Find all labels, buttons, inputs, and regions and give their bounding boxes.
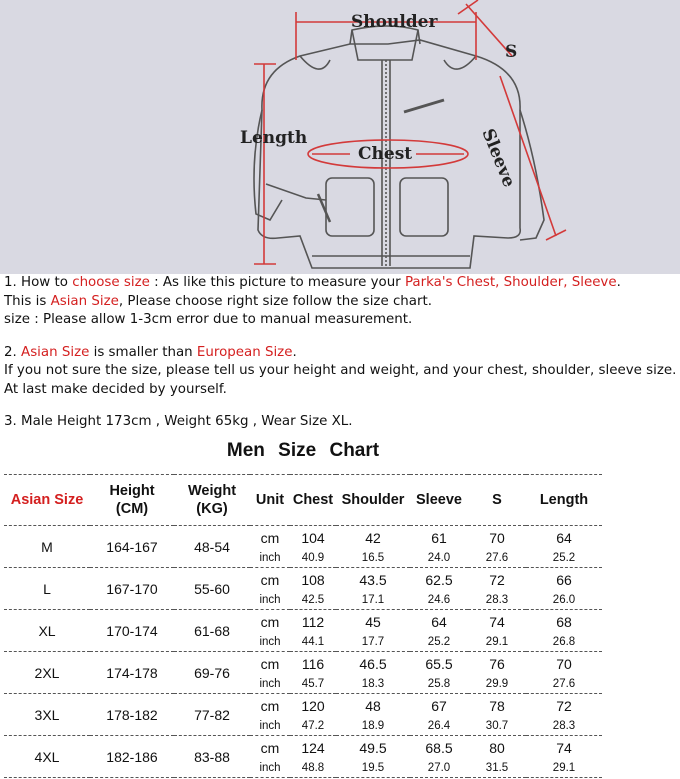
cell-inch-unit: inch (250, 759, 290, 778)
length-label: Length (240, 128, 308, 148)
note-line-7: 3. Male Height 173cm , Weight 65kg , Wear Size XL. (4, 414, 353, 429)
cell-cm-chest: 116 (301, 655, 325, 672)
cell-cm-length: 74 (556, 739, 572, 756)
header-weight: Weight (KG) (174, 475, 250, 526)
table-header-row (4, 475, 602, 526)
cell-inch-chest: 47.2 (290, 717, 336, 736)
cell-inch-s: 28.3 (468, 591, 526, 610)
header-shoulder: Shoulder (336, 475, 410, 526)
cell-cm-s: 72 (489, 571, 505, 588)
cell-cm-length: 66 (556, 571, 572, 588)
cell-cm-chest: 108 (301, 571, 325, 588)
cell-cm-s: 74 (489, 613, 505, 630)
cell-inch-unit: inch (250, 549, 290, 568)
cell-inch-length: 26.8 (526, 633, 602, 652)
cell-size: XL (4, 610, 90, 652)
chest-label: Chest (358, 144, 413, 164)
note-line-4: 2. Asian Size is smaller than European Size. (4, 344, 297, 360)
cell-weight: 55-60 (174, 568, 250, 610)
table-row-cm (4, 610, 602, 634)
jacket-illustration (0, 0, 680, 274)
note-line-1: 1. How to choose size : As like this picture to measure your Parka's Chest, Shoulder, Sleeve. (4, 275, 621, 290)
cell-size: M (4, 526, 90, 568)
cell-inch-chest: 42.5 (290, 591, 336, 610)
cell-inch-length: 27.6 (526, 675, 602, 694)
table-row-cm (4, 736, 602, 760)
cell-cm-unit: cm (260, 613, 280, 630)
cell-inch-s: 30.7 (468, 717, 526, 736)
header-unit: Unit (250, 475, 290, 526)
cell-inch-length: 28.3 (526, 717, 602, 736)
cell-inch-shoulder: 17.1 (336, 591, 410, 610)
cell-height: 170-174 (90, 610, 174, 652)
cell-height: 174-178 (90, 652, 174, 694)
cell-cm-sleeve: 64 (431, 613, 447, 630)
header-asian-size: Asian Size (4, 475, 90, 526)
cell-inch-sleeve: 26.4 (410, 717, 468, 736)
cell-inch-chest: 45.7 (290, 675, 336, 694)
note-line-3: size : Please allow 1-3cm error due to manual measurement. (4, 312, 413, 327)
cell-cm-unit: cm (260, 655, 280, 672)
cell-inch-unit: inch (250, 675, 290, 694)
header-s: S (468, 475, 526, 526)
s-label: S (505, 42, 518, 62)
cell-cm-length: 72 (556, 697, 572, 714)
header-height: Height (CM) (90, 475, 174, 526)
cell-cm-shoulder: 42 (365, 529, 381, 546)
cell-inch-shoulder: 18.3 (336, 675, 410, 694)
cell-inch-length: 26.0 (526, 591, 602, 610)
header-chest: Chest (290, 475, 336, 526)
cell-cm-s: 76 (489, 655, 505, 672)
cell-cm-sleeve: 65.5 (425, 655, 453, 672)
header-sleeve: Sleeve (410, 475, 468, 526)
cell-cm-chest: 124 (301, 739, 325, 756)
cell-weight: 83-88 (174, 736, 250, 778)
cell-inch-chest: 44.1 (290, 633, 336, 652)
cell-inch-length: 29.1 (526, 759, 602, 778)
size-chart-title: Men Size Chart (226, 440, 380, 461)
note-line-6: At last make decided by yourself. (4, 381, 227, 397)
cell-inch-s: 29.1 (468, 633, 526, 652)
table-row-cm (4, 526, 602, 550)
note-line-5: If you not sure the size, please tell us your height and weight, and your chest, shoulder, sleeve size. (4, 363, 677, 378)
cell-cm-sleeve: 61 (431, 529, 447, 546)
cell-inch-chest: 48.8 (290, 759, 336, 778)
header-length: Length (526, 475, 602, 526)
cell-cm-shoulder: 48 (365, 697, 381, 714)
jacket-measurement-diagram (0, 0, 680, 274)
cell-size: L (4, 568, 90, 610)
cell-size: 3XL (4, 694, 90, 736)
cell-height: 182-186 (90, 736, 174, 778)
cell-cm-unit: cm (260, 697, 280, 714)
note-line-2: This is Asian Size, Please choose right size follow the size chart. (4, 293, 433, 309)
table-row-cm (4, 694, 602, 718)
cell-weight: 69-76 (174, 652, 250, 694)
cell-inch-unit: inch (250, 633, 290, 652)
cell-cm-sleeve: 67 (431, 697, 447, 714)
cell-height: 167-170 (90, 568, 174, 610)
cell-inch-s: 27.6 (468, 549, 526, 568)
size-chart-table (4, 474, 602, 778)
cell-cm-s: 80 (489, 739, 505, 756)
table-row-cm (4, 568, 602, 592)
cell-cm-s: 70 (489, 529, 505, 546)
cell-cm-chest: 104 (301, 529, 325, 546)
cell-cm-unit: cm (260, 739, 280, 756)
table-row-cm (4, 652, 602, 676)
cell-cm-chest: 120 (301, 697, 325, 714)
sleeve-label: Sleeve (477, 126, 519, 191)
cell-cm-shoulder: 43.5 (359, 571, 387, 588)
cell-inch-sleeve: 27.0 (410, 759, 468, 778)
cell-cm-unit: cm (260, 529, 280, 546)
cell-weight: 77-82 (174, 694, 250, 736)
cell-inch-shoulder: 19.5 (336, 759, 410, 778)
cell-inch-sleeve: 24.6 (410, 591, 468, 610)
cell-inch-unit: inch (250, 591, 290, 610)
cell-cm-shoulder: 49.5 (359, 739, 387, 756)
cell-inch-s: 29.9 (468, 675, 526, 694)
cell-cm-shoulder: 45 (365, 613, 381, 630)
cell-inch-unit: inch (250, 717, 290, 736)
cell-cm-s: 78 (489, 697, 505, 714)
cell-height: 164-167 (90, 526, 174, 568)
cell-inch-s: 31.5 (468, 759, 526, 778)
cell-size: 2XL (4, 652, 90, 694)
cell-cm-sleeve: 62.5 (425, 571, 453, 588)
cell-cm-chest: 112 (301, 613, 325, 630)
table-body (4, 526, 602, 778)
cell-height: 178-182 (90, 694, 174, 736)
cell-size: 4XL (4, 736, 90, 778)
cell-cm-length: 70 (556, 655, 572, 672)
cell-inch-chest: 40.9 (290, 549, 336, 568)
size-notes (4, 274, 678, 432)
cell-cm-unit: cm (260, 571, 280, 588)
cell-weight: 48-54 (174, 526, 250, 568)
cell-inch-shoulder: 17.7 (336, 633, 410, 652)
cell-weight: 61-68 (174, 610, 250, 652)
cell-inch-sleeve: 25.2 (410, 633, 468, 652)
cell-inch-sleeve: 24.0 (410, 549, 468, 568)
cell-cm-sleeve: 68.5 (425, 739, 453, 756)
shoulder-label: Shoulder (351, 12, 438, 32)
cell-inch-sleeve: 25.8 (410, 675, 468, 694)
cell-cm-length: 68 (556, 613, 572, 630)
cell-inch-shoulder: 16.5 (336, 549, 410, 568)
cell-inch-shoulder: 18.9 (336, 717, 410, 736)
cell-cm-shoulder: 46.5 (359, 655, 387, 672)
cell-inch-length: 25.2 (526, 549, 602, 568)
cell-cm-length: 64 (556, 529, 572, 546)
